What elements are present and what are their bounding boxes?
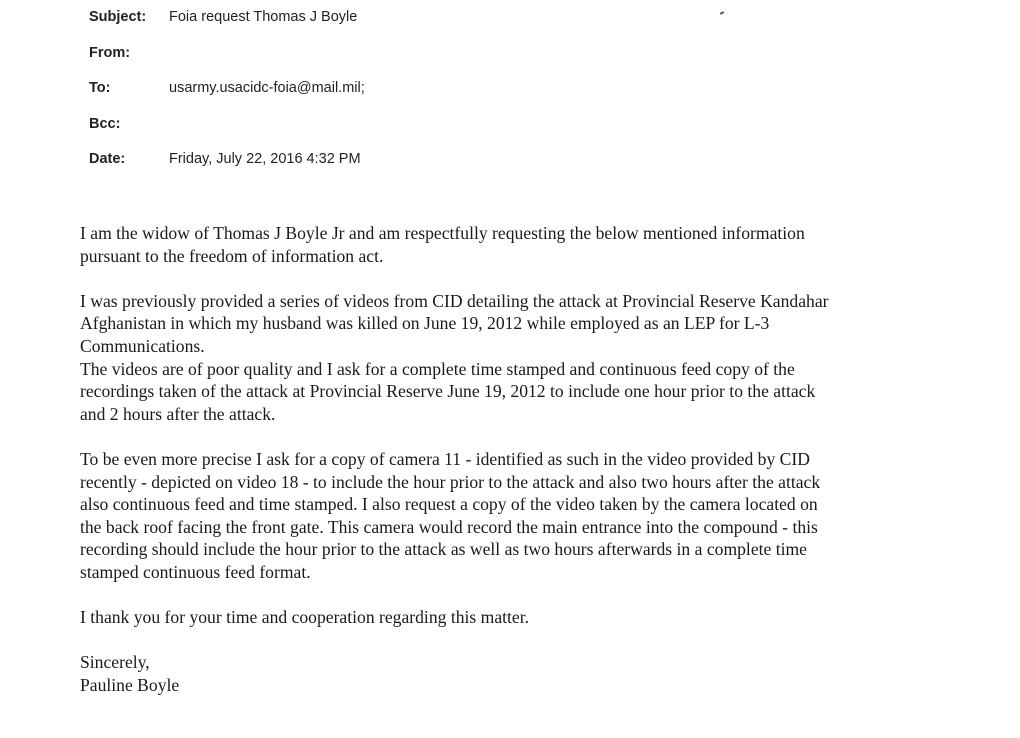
subject-label: Subject: [89, 9, 147, 25]
closing: Sincerely, [80, 652, 150, 673]
paragraph-request [80, 358, 940, 426]
paragraph-background [80, 290, 940, 358]
email-header [89, 5, 365, 183]
text-line: I thank you for your time and cooperation regarding this matter. [80, 607, 530, 628]
to-row [89, 76, 365, 112]
text-line: the back roof facing the front gate. This camera would record the main entrance into the compound - this [80, 516, 818, 537]
text-line: Afghanistan in which my husband was killed on June 19, 2012 while employed as an LEP for L-3 [80, 313, 770, 334]
paragraph-thanks [80, 606, 940, 629]
subject-value: Foia request Thomas J Boyle [169, 9, 358, 25]
text-line: recording should include the hour prior to the attack as well as two hours afterwards in a complete time [80, 539, 807, 560]
text-line: recordings taken of the attack at Provincial Reserve June 19, 2012 to include one hour prior to the attack [80, 381, 816, 402]
text-line: I was previously provided a series of videos from CID detailing the attack at Provincial Reserve Kandahar [80, 290, 829, 311]
paragraph-camera-details [80, 448, 940, 584]
bcc-row [89, 112, 365, 148]
from-label: From: [89, 44, 131, 61]
text-line: also continuous feed and time stamped. I also request a copy of the video taken by the camera located on [80, 494, 818, 515]
text-line: To be even more precise I ask for a copy of camera 11 - identified as such in the video provided by CID [80, 448, 810, 469]
bcc-label: Bcc: [89, 115, 121, 132]
date-row [89, 147, 365, 183]
text-line: Communications. [80, 335, 205, 356]
text-line: pursuant to the freedom of information act. [80, 245, 384, 266]
from-row [89, 41, 365, 77]
scan-speck [720, 11, 724, 15]
signature-name: Pauline Boyle [80, 674, 180, 695]
to-value: usarmy.usacidc-foia@mail.mil; [169, 80, 365, 96]
to-label: To: [89, 80, 111, 96]
text-line: and 2 hours after the attack. [80, 403, 276, 424]
sign-off [80, 651, 940, 696]
date-label: Date: [89, 151, 126, 167]
subject-row [89, 5, 365, 41]
paragraph-intro [80, 222, 940, 267]
date-value: Friday, July 22, 2016 4:32 PM [169, 151, 361, 167]
text-line: stamped continuous feed format. [80, 561, 311, 582]
text-line: I am the widow of Thomas J Boyle Jr and am respectfully requesting the below mentioned information [80, 223, 805, 243]
letter-body [80, 222, 940, 696]
text-line: The videos are of poor quality and I ask for a complete time stamped and continuous feed copy of the [80, 358, 795, 379]
text-line: recently - depicted on video 18 - to include the hour prior to the attack and also two hours after the attack [80, 471, 821, 492]
